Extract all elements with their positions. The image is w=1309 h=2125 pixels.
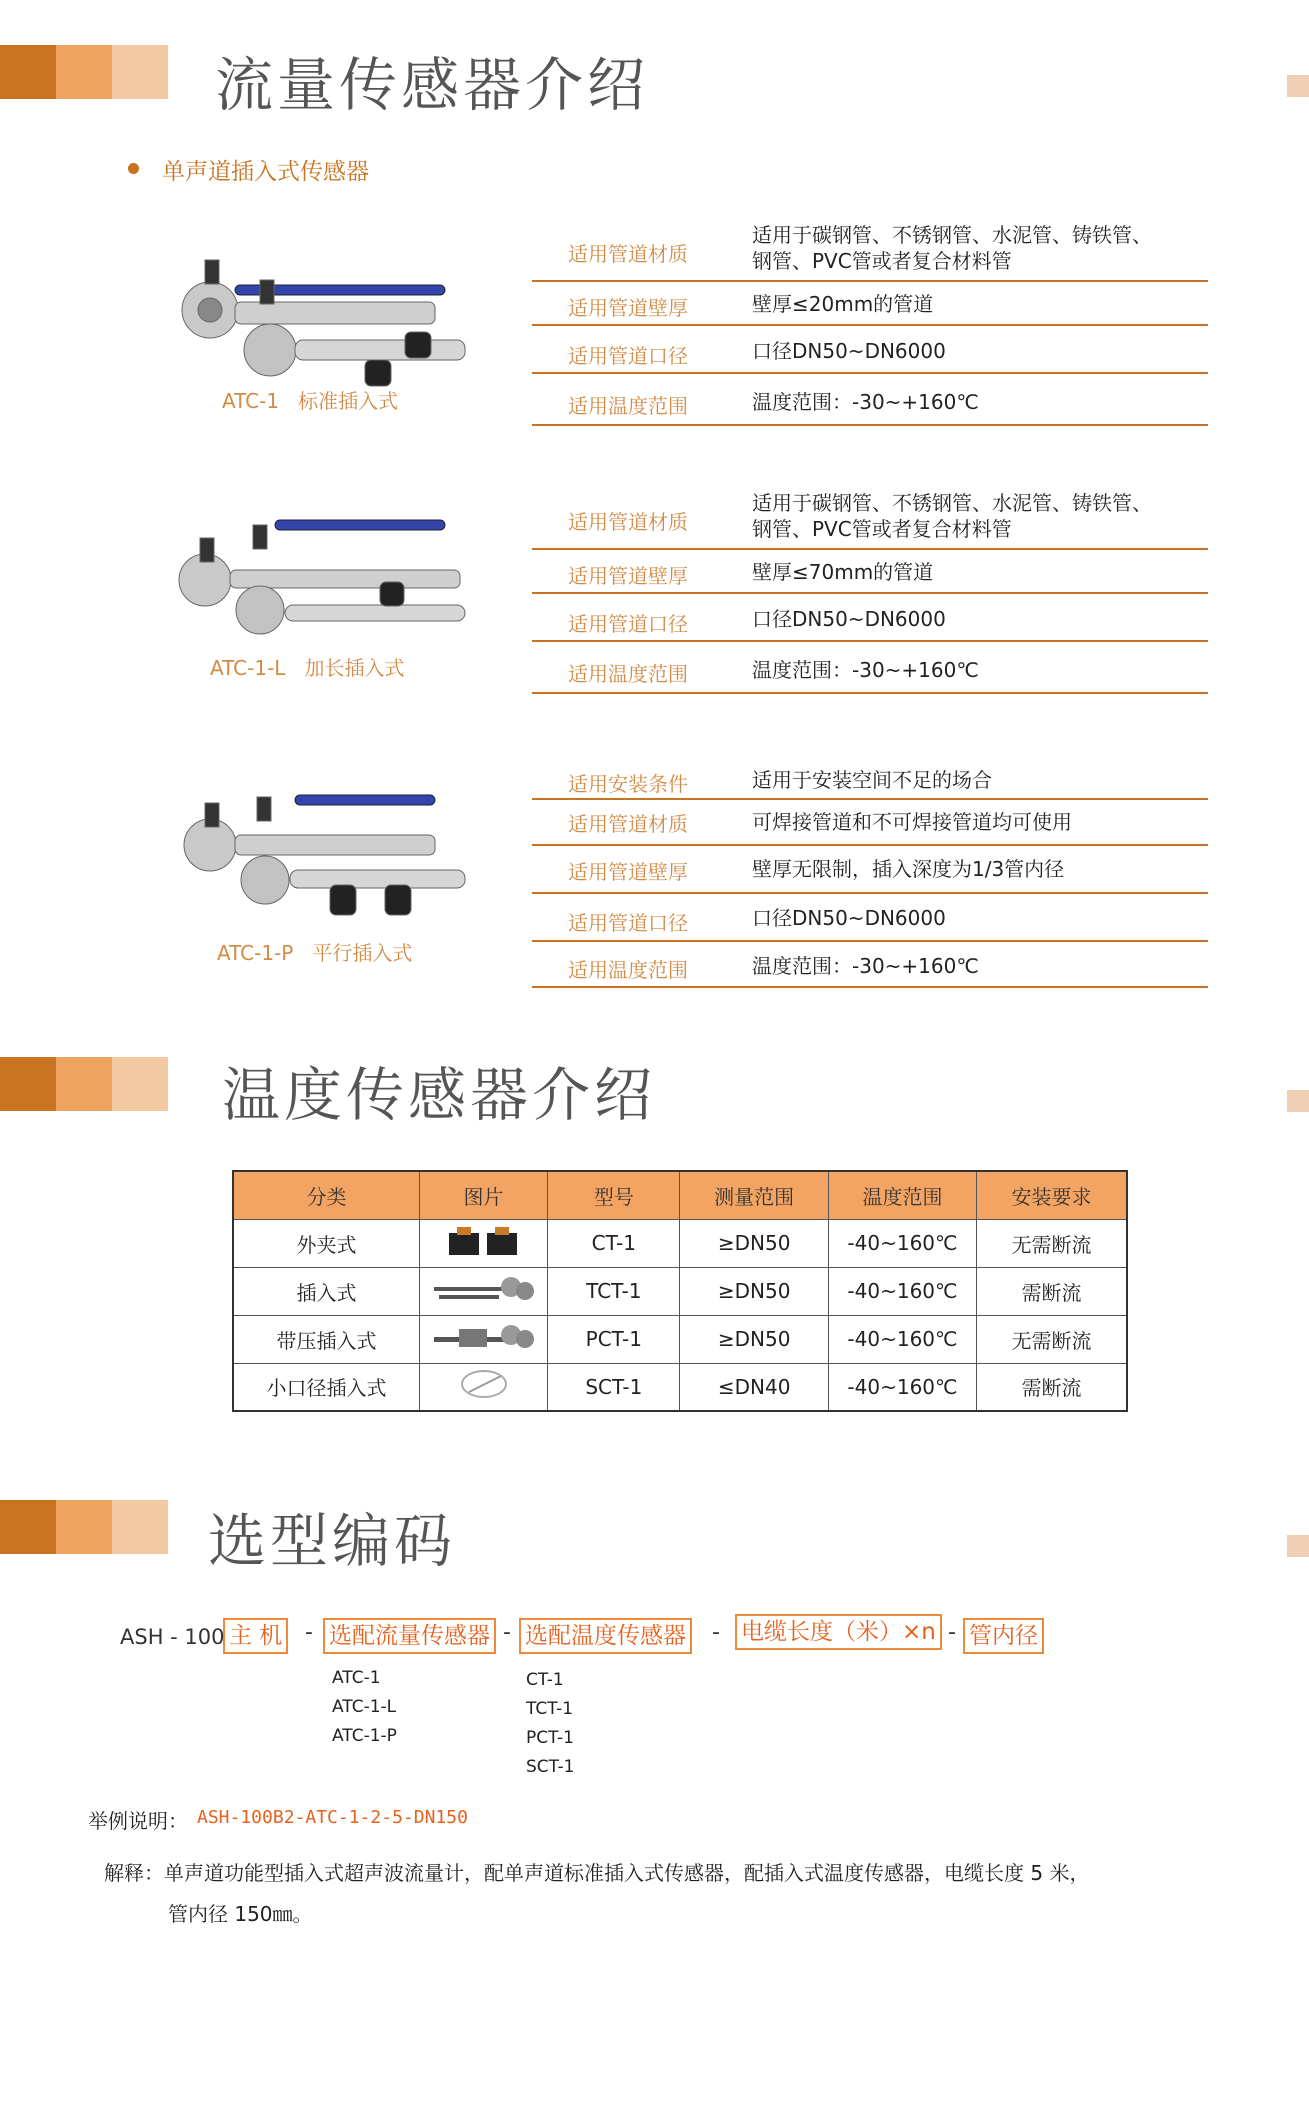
spec-label: 适用管道材质 [568,510,688,534]
spec-row [532,282,1208,326]
spec-row [532,550,1208,594]
spec-value: 适用于碳钢管、不锈钢管、水泥管、铸铁管、 [752,491,1152,515]
code-dash: - [712,1620,720,1645]
spec-row [532,488,1208,550]
spec-row [532,594,1208,642]
cell-measure: ≥DN50 [680,1267,828,1315]
spec-value: 可焊接管道和不可焊接管道均可使用 [752,810,1072,834]
spec-value: 壁厚≤70mm的管道 [752,560,934,584]
ct-1-sensor-image [419,1219,547,1267]
cell-temp: -40~160℃ [828,1315,976,1363]
spec-value: 适用于碳钢管、不锈钢管、水泥管、铸铁管、 [752,223,1152,247]
atc-1-p-caption: ATC-1-P 平行插入式 [217,941,413,965]
atc-1-l-caption: ATC-1-L 加长插入式 [210,656,405,680]
spec-label: 适用管道材质 [568,812,688,836]
example-label: 举例说明： [88,1809,188,1833]
code-dash: - [305,1620,313,1645]
col-header: 分类 [233,1171,419,1219]
cell-install: 无需断流 [977,1315,1127,1363]
table-row [233,1219,1127,1267]
spec-row [532,326,1208,374]
atc-1-p-sensor-image [165,785,475,955]
temp-option: CT-1 [526,1670,564,1690]
code-dash: - [503,1620,511,1645]
spec-value: 适用于安装空间不足的场合 [752,768,992,792]
spec-row [532,642,1208,694]
spec-row [532,220,1208,282]
spec-value: 口径DN50~DN6000 [752,339,946,363]
spec-value: 口径DN50~DN6000 [752,607,946,631]
cell-measure: ≥DN50 [680,1219,828,1267]
cell-category: 插入式 [233,1267,419,1315]
spec-label: 适用管道口径 [568,344,688,368]
spec-value: 钢管、PVC管或者复合材料管 [752,249,1012,273]
spec-label: 适用管道口径 [568,612,688,636]
col-header: 安装要求 [977,1171,1127,1219]
cell-model: PCT-1 [548,1315,680,1363]
spec-label: 适用温度范围 [568,958,688,982]
spec-row [532,942,1208,988]
flow-section-title: 流量传感器介绍 [215,51,650,119]
flow-option: ATC-1-P [332,1726,397,1746]
section-header-bars [0,1500,167,1554]
explain-line-1: 解释：单声道功能型插入式超声波流量计，配单声道标准插入式传感器，配插入式温度传感器，电缆长度 5 米， [104,1861,1090,1885]
spec-value: 温度范围：-30~+160℃ [752,390,979,414]
cell-category: 外夹式 [233,1219,419,1267]
spec-label: 适用安装条件 [568,772,688,796]
spec-label: 适用温度范围 [568,662,688,686]
temp-sensor-table [232,1170,1128,1412]
side-marker [1287,1535,1309,1557]
cell-temp: -40~160℃ [828,1363,976,1411]
spec-row [532,800,1208,846]
flow-option: ATC-1 [332,1668,381,1688]
cell-model: TCT-1 [548,1267,680,1315]
spec-value: 钢管、PVC管或者复合材料管 [752,517,1012,541]
cell-install: 无需断流 [977,1219,1127,1267]
spec-value: 口径DN50~DN6000 [752,906,946,930]
spec-value: 壁厚≤20mm的管道 [752,292,934,316]
section-header-bars [0,45,167,99]
example-value: ASH-100B2-ATC-1-2-5-DN150 [197,1807,468,1828]
spec-row [532,846,1208,894]
cell-temp: -40~160℃ [828,1219,976,1267]
table-row [233,1315,1127,1363]
side-marker [1287,1090,1309,1112]
tct-1-sensor-image [419,1267,547,1315]
spec-row [532,762,1208,800]
temp-option: PCT-1 [526,1728,574,1748]
spec-label: 适用管道壁厚 [568,296,688,320]
spec-label: 适用温度范围 [568,394,688,418]
code-box-temp-sensor: 选配温度传感器 [519,1618,692,1654]
code-box-host: 主 机 [223,1618,288,1654]
col-header: 测量范围 [680,1171,828,1219]
sct-1-sensor-image [419,1363,547,1411]
section-header-bars [0,1057,167,1111]
spec-label: 适用管道材质 [568,242,688,266]
code-box-cable-length: 电缆长度（米）×n [735,1614,942,1650]
flow-subtitle: 单声道插入式传感器 [162,159,369,185]
explain-line-2: 管内径 150㎜。 [168,1902,313,1926]
table-header-row [233,1171,1127,1219]
temp-section-title: 温度传感器介绍 [222,1061,657,1129]
table-row [233,1267,1127,1315]
spec-label: 适用管道口径 [568,911,688,935]
flow-option: ATC-1-L [332,1697,397,1717]
cell-temp: -40~160℃ [828,1267,976,1315]
spec-value: 温度范围：-30~+160℃ [752,954,979,978]
spec-label: 适用管道壁厚 [568,564,688,588]
code-section-title: 选型编码 [208,1507,457,1575]
spec-row [532,374,1208,426]
bullet-icon [128,163,139,174]
cell-measure: ≥DN50 [680,1315,828,1363]
cell-category: 带压插入式 [233,1315,419,1363]
cell-model: CT-1 [548,1219,680,1267]
temp-option: SCT-1 [526,1757,575,1777]
cell-install: 需断流 [977,1363,1127,1411]
spec-label: 适用管道壁厚 [568,860,688,884]
cell-install: 需断流 [977,1267,1127,1315]
pct-1-sensor-image [419,1315,547,1363]
table-row [233,1363,1127,1411]
spec-row [532,894,1208,942]
spec-value: 壁厚无限制，插入深度为1/3管内径 [752,857,1065,881]
col-header: 型号 [548,1171,680,1219]
code-prefix: ASH - 100 [120,1625,225,1649]
code-dash: - [948,1620,956,1645]
spec-value: 温度范围：-30~+160℃ [752,658,979,682]
code-box-flow-sensor: 选配流量传感器 [323,1618,496,1654]
atc-1-caption: ATC-1 标准插入式 [222,389,399,413]
side-marker [1287,75,1309,97]
cell-model: SCT-1 [548,1363,680,1411]
code-box-pipe-diameter: 管内径 [963,1618,1044,1654]
temp-option: TCT-1 [526,1699,574,1719]
col-header: 图片 [419,1171,547,1219]
col-header: 温度范围 [828,1171,976,1219]
cell-measure: ≤DN40 [680,1363,828,1411]
cell-category: 小口径插入式 [233,1363,419,1411]
